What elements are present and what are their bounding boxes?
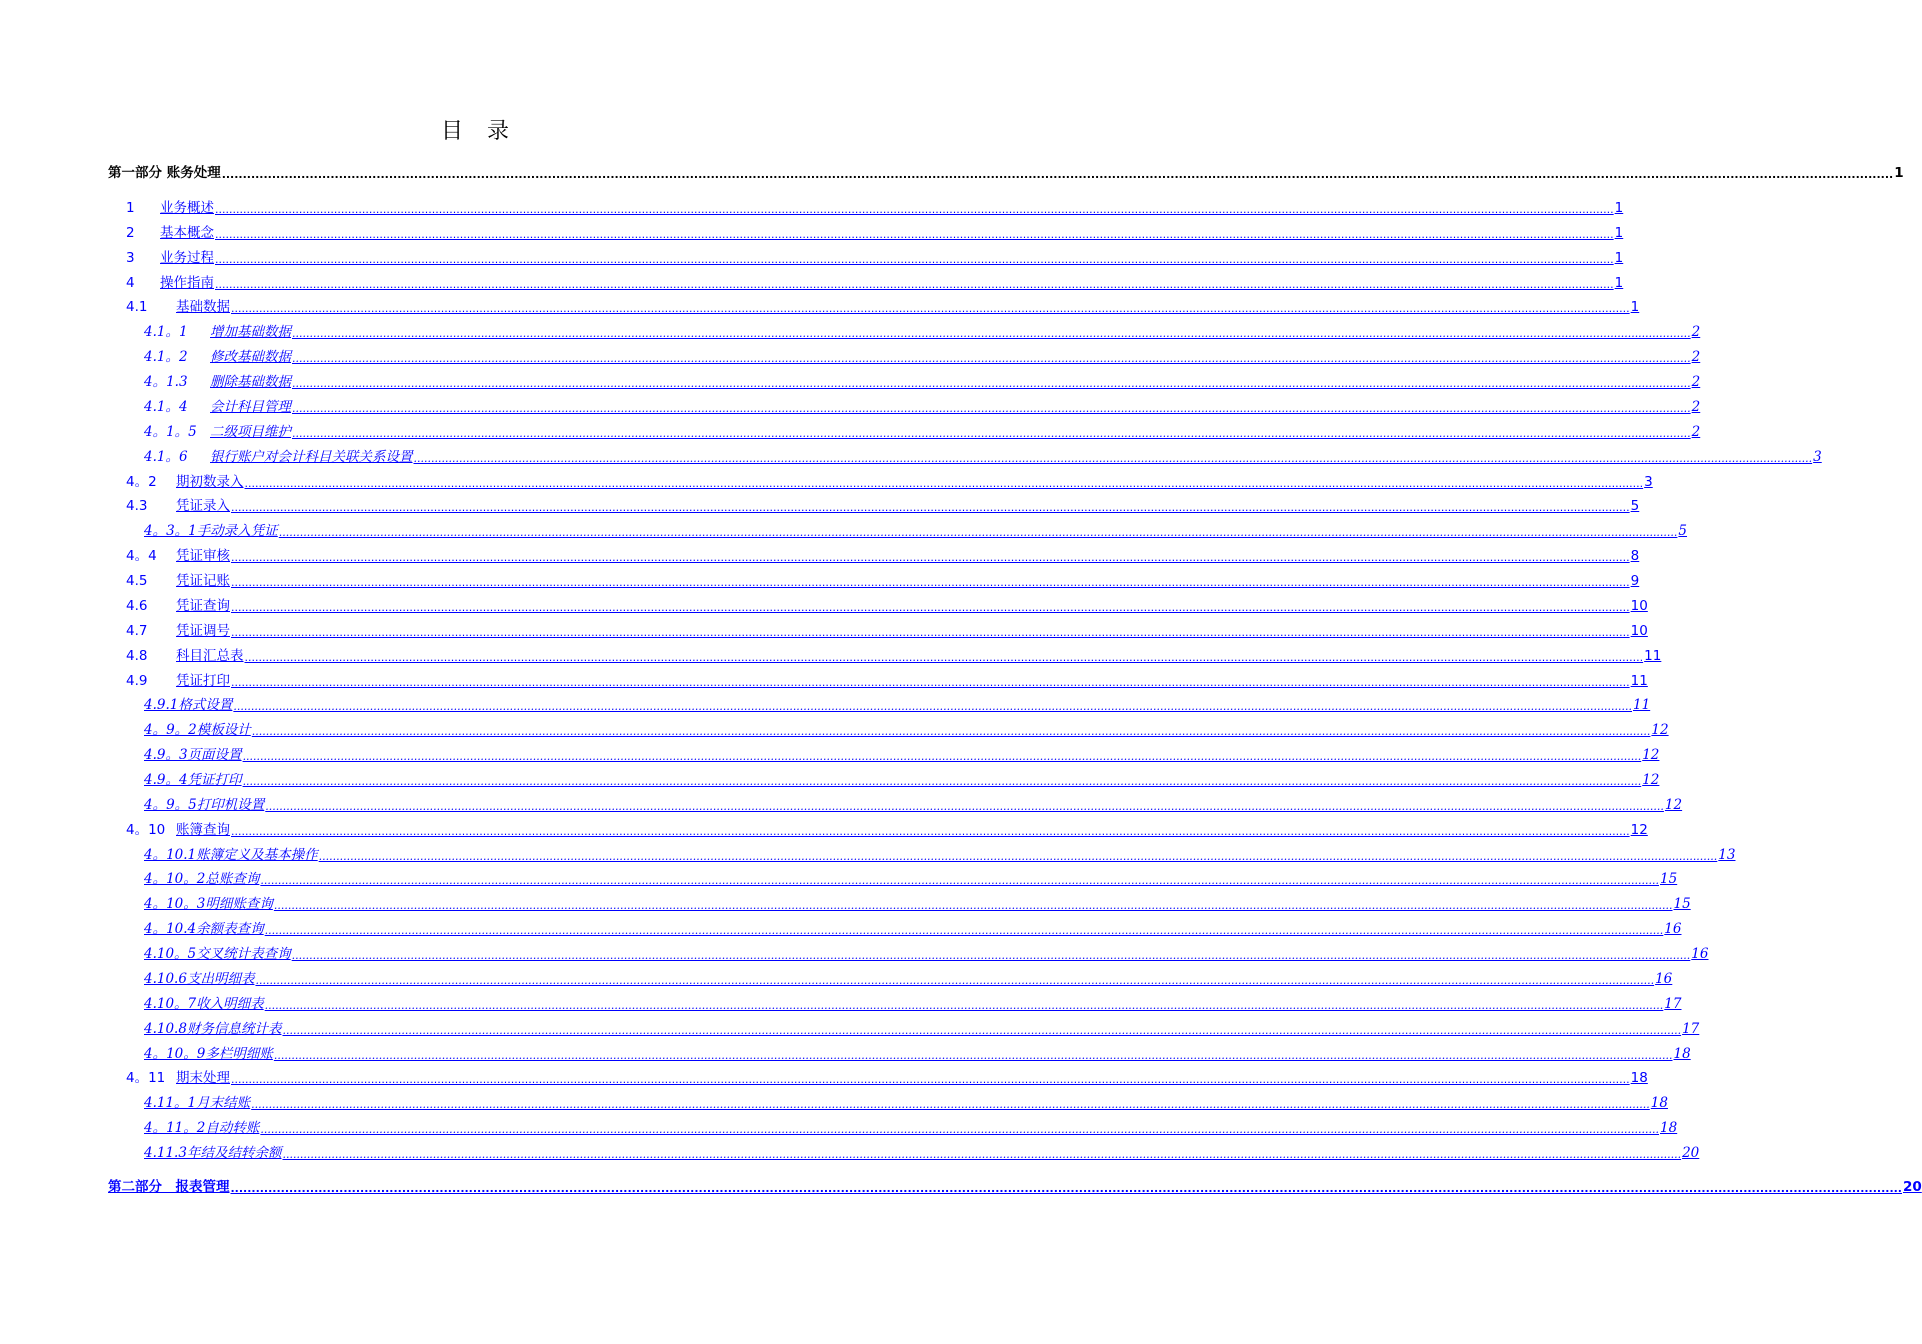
toc-entry-title: 科目汇总表 <box>176 648 244 664</box>
toc-entry[interactable] <box>144 869 1678 889</box>
toc-leader-dots: ................................................................................................................................................................................................................................................................................................................................................................................................................ <box>231 676 1630 689</box>
toc-entry-number: 4.1。2 <box>144 349 188 365</box>
toc-entry-label <box>126 596 230 616</box>
toc-entry-label <box>144 447 413 467</box>
toc-leader-dots: ................................................................................................................................................................................................................................................................................................................................................................................................................ <box>251 1098 1650 1111</box>
toc-entry-label <box>144 521 278 541</box>
toc-entry-number: 4。1.3 <box>144 374 188 390</box>
toc-entry-number: 3 <box>126 250 135 266</box>
toc-entry-label <box>126 646 244 666</box>
toc-entry-label <box>144 795 264 815</box>
toc-entry-title: 期末处理 <box>176 1070 230 1086</box>
toc-entry[interactable] <box>144 745 1660 765</box>
toc-page-number: 12 <box>1642 747 1660 763</box>
toc-entry-label <box>144 845 318 865</box>
toc-page-number: 1 <box>1614 275 1624 291</box>
toc-title <box>0 114 950 145</box>
toc-entry-title: 4。11。2自动转账 <box>144 1120 260 1136</box>
toc-entry-title: 业务概述 <box>160 200 214 216</box>
toc-entry-label <box>144 1019 281 1039</box>
toc-entry[interactable] <box>144 795 1683 815</box>
toc-entry-number: 4。1。5 <box>144 424 197 440</box>
toc-leader-dots: ................................................................................................................................................................................................................................................................................................................................................................................................................ <box>233 700 1632 713</box>
toc-page-number: 12 <box>1664 797 1683 813</box>
toc-leader-dots: ................................................................................................................................................................................................................................................................................................................................................................................................................ <box>244 477 1644 490</box>
toc-entry[interactable] <box>126 546 1640 566</box>
toc-entry-title: 4.10。5交叉统计表查询 <box>144 946 291 962</box>
toc-leader-dots: ................................................................................................................................................................................................................................................................................................................................................................................................................ <box>273 899 1673 912</box>
toc-leader-dots: ................................................................................................................................................................................................................................................................................................................................................................................................................ <box>265 800 1664 813</box>
toc-page-number: 9 <box>1630 573 1640 589</box>
toc-entry-title: 凭证调号 <box>176 623 230 639</box>
toc-entry-label <box>144 944 291 964</box>
toc-page-number: 15 <box>1660 871 1678 887</box>
toc-entry[interactable] <box>126 621 1648 641</box>
toc-entry-number: 1 <box>126 200 135 216</box>
toc-page-number: 12 <box>1651 722 1669 738</box>
toc-entry-title: 会计科目管理 <box>210 399 291 415</box>
toc-entry-label <box>126 248 214 268</box>
toc-leader-dots: ................................................................................................................................................................................................................................................................................................................................................................................................................ <box>278 526 1678 539</box>
toc-entry-number: 4。10 <box>126 822 166 838</box>
toc-entry[interactable] <box>126 820 1648 840</box>
toc-page-number: 2 <box>1691 324 1701 340</box>
toc-entry[interactable] <box>126 646 1662 666</box>
toc-entry-label <box>126 820 230 840</box>
toc-entry-label <box>144 422 291 442</box>
toc-leader-dots: ................................................................................................................................................................................................................................................................................................................................................................................................................ <box>292 327 1691 340</box>
toc-leader-dots: ................................................................................................................................................................................................................................................................................................................................................................................................................ <box>242 750 1642 763</box>
toc-entry-label <box>144 919 264 939</box>
toc-entry[interactable] <box>126 496 1640 516</box>
toc-leader-dots: ................................................................................................................................................................................................................................................................................................................................................................................................................ <box>282 1024 1682 1037</box>
toc-entry-title: 基础数据 <box>176 299 230 315</box>
toc-entry[interactable] <box>144 521 1688 541</box>
toc-entry[interactable] <box>126 248 1624 268</box>
toc-entry-number: 4.1。4 <box>144 399 188 415</box>
toc-entry[interactable] <box>144 944 1709 964</box>
toc-leader-dots: ................................................................................................................................................................................................................................................................................................................................................................................................................ <box>260 1123 1659 1136</box>
toc-entry[interactable] <box>144 919 1682 939</box>
toc-entry[interactable] <box>144 720 1669 740</box>
toc-page-number: 11 <box>1644 648 1662 664</box>
toc-leader-dots: ................................................................................................................................................................................................................................................................................................................................................................................................................ <box>292 427 1691 440</box>
toc-entry-label <box>126 546 230 566</box>
toc-entry-title: 凭证记账 <box>176 573 230 589</box>
toc-entry-title: 业务过程 <box>160 250 214 266</box>
toc-page-number: 16 <box>1691 946 1709 962</box>
toc-leader-dots: ................................................................................................................................................................................................................................................................................................................................................................................................................ <box>255 974 1655 987</box>
toc-leader-dots: ................................................................................................................................................................................................................................................................................................................................................................................................................ <box>231 576 1630 589</box>
toc-page-number: 1 <box>1614 225 1624 241</box>
toc-entry-title: 期初数录入 <box>176 474 244 490</box>
toc-leader-dots: ................................................................................................................................................................................................................................................................................................................................................................................................................ <box>221 168 1894 181</box>
toc-entry-label <box>126 1068 230 1088</box>
toc-entry-title: 4。10.4余额表查询 <box>144 921 264 937</box>
toc-entry[interactable] <box>126 297 1640 317</box>
toc-entry[interactable] <box>144 1019 1700 1039</box>
toc-leader-dots: ................................................................................................................................................................................................................................................................................................................................................................................................................ <box>292 402 1691 415</box>
toc-entry-label <box>144 770 242 790</box>
toc-entry-number: 4.1 <box>126 299 148 315</box>
toc-page-number: 18 <box>1630 1070 1648 1086</box>
toc-entry-label <box>126 571 230 591</box>
toc-page-number: 2 <box>1691 374 1701 390</box>
toc-entry-label <box>126 496 230 516</box>
toc-page-number: 3 <box>1813 449 1822 465</box>
toc-entry[interactable] <box>144 1143 1700 1163</box>
toc-entry[interactable] <box>144 994 1682 1014</box>
toc-entry[interactable] <box>144 1044 1691 1064</box>
toc-page-number: 2 <box>1691 399 1701 415</box>
toc-leader-dots: ................................................................................................................................................................................................................................................................................................................................................................................................................ <box>242 775 1642 788</box>
toc-page-number: 20 <box>1902 1179 1922 1195</box>
toc-page-number: 5 <box>1678 523 1688 539</box>
toc-page-number: 10 <box>1630 623 1648 639</box>
toc-entry-label <box>144 1143 281 1163</box>
toc-entry-title: 二级项目维护 <box>210 424 291 440</box>
toc-leader-dots: ................................................................................................................................................................................................................................................................................................................................................................................................................ <box>413 452 1813 465</box>
toc-page-number: 12 <box>1630 822 1648 838</box>
toc-entry[interactable] <box>144 894 1691 914</box>
toc-entry-number: 4.7 <box>126 623 148 639</box>
toc-entry-title: 4.9。3页面设置 <box>144 747 242 763</box>
toc-entry-number: 4.1。1 <box>144 324 188 340</box>
toc-entry-label <box>144 372 291 392</box>
toc-leader-dots: ................................................................................................................................................................................................................................................................................................................................................................................................................ <box>264 999 1664 1012</box>
toc-leader-dots: ................................................................................................................................................................................................................................................................................................................................................................................................................ <box>215 228 1614 241</box>
toc-leader-dots: ................................................................................................................................................................................................................................................................................................................................................................................................................ <box>215 253 1614 266</box>
toc-entry-title: 4。3。1手动录入凭证 <box>144 523 278 539</box>
toc-entry[interactable] <box>144 422 1701 442</box>
toc-entry-label <box>144 1093 250 1113</box>
toc-entry-label <box>144 894 273 914</box>
toc-entry-title: 4。10.1账簿定义及基本操作 <box>144 847 318 863</box>
toc-entry-label <box>144 347 291 367</box>
toc-leader-dots: ................................................................................................................................................................................................................................................................................................................................................................................................................ <box>318 850 1718 863</box>
toc-page-number: 11 <box>1633 697 1651 713</box>
toc-entry[interactable] <box>144 770 1660 790</box>
toc-leader-dots: ................................................................................................................................................................................................................................................................................................................................................................................................................ <box>231 302 1630 315</box>
toc-page-number: 3 <box>1644 474 1653 490</box>
toc-entry-number: 4.5 <box>126 573 148 589</box>
toc-entry[interactable] <box>126 671 1648 691</box>
toc-page-number: 16 <box>1655 971 1673 987</box>
toc-page-number: 1 <box>1614 250 1624 266</box>
toc-entry[interactable] <box>144 845 1736 865</box>
toc-entry-label <box>144 969 254 989</box>
toc-leader-dots: ................................................................................................................................................................................................................................................................................................................................................................................................................ <box>292 352 1691 365</box>
toc-entry-title: 4.10。7收入明细表 <box>144 996 264 1012</box>
toc-entry[interactable] <box>126 223 1624 243</box>
toc-entry-title: 修改基础数据 <box>210 349 291 365</box>
toc-leader-dots: ................................................................................................................................................................................................................................................................................................................................................................................................................ <box>282 1148 1682 1161</box>
toc-leader-dots: ................................................................................................................................................................................................................................................................................................................................................................................................................ <box>291 949 1691 962</box>
toc-entry[interactable] <box>126 1068 1648 1088</box>
toc-entry-label <box>144 745 242 765</box>
toc-entry[interactable] <box>144 322 1701 342</box>
toc-entry[interactable] <box>126 596 1648 616</box>
toc-page-number: 20 <box>1682 1145 1700 1161</box>
toc-entry-title: 4。9。5打印机设置 <box>144 797 265 813</box>
toc-entry[interactable] <box>144 695 1651 715</box>
toc-page-number: 13 <box>1718 847 1736 863</box>
toc-entry-label <box>126 671 230 691</box>
toc-entry[interactable] <box>144 397 1701 417</box>
toc-title-char-1: 目 <box>440 119 463 144</box>
toc-leader-dots: ................................................................................................................................................................................................................................................................................................................................................................................................................ <box>215 203 1614 216</box>
toc-entry-title: 凭证打印 <box>176 673 230 689</box>
toc-entry-title: 4。9。2模板设计 <box>144 722 251 738</box>
toc-entry-label <box>144 695 232 715</box>
toc-part-entry <box>108 163 1904 183</box>
toc-entry[interactable] <box>144 372 1701 392</box>
toc-leader-dots: ................................................................................................................................................................................................................................................................................................................................................................................................................ <box>231 501 1630 514</box>
toc-entry[interactable] <box>144 447 1822 467</box>
toc-page-number: 1 <box>1630 299 1640 315</box>
toc-entry-label <box>144 1118 259 1138</box>
toc-entry-title: 4.10.8财务信息统计表 <box>144 1021 282 1037</box>
toc-leader-dots: ................................................................................................................................................................................................................................................................................................................................................................................................................ <box>231 1073 1630 1086</box>
toc-entry-label: 第一部分 账务处理 <box>108 165 221 181</box>
toc-entry-number: 4。11 <box>126 1070 166 1086</box>
toc-leader-dots: ................................................................................................................................................................................................................................................................................................................................................................................................................ <box>231 825 1630 838</box>
toc-entry-label <box>126 273 214 293</box>
toc-entry-title: 4.9。4凭证打印 <box>144 772 242 788</box>
toc-page-number: 1 <box>1894 165 1904 181</box>
toc-entry[interactable] <box>126 472 1653 492</box>
toc-entry-title: 基本概念 <box>160 225 214 241</box>
toc-entry[interactable] <box>126 198 1624 218</box>
toc-title-char-2: 录 <box>487 119 510 144</box>
toc-entry-label <box>144 720 251 740</box>
toc-page-number: 17 <box>1664 996 1682 1012</box>
toc-leader-dots: ................................................................................................................................................................................................................................................................................................................................................................................................................ <box>215 278 1614 291</box>
toc-entry-title: 4.9.1格式设置 <box>144 697 233 713</box>
toc-entry-number: 4 <box>126 275 135 291</box>
toc-entry-title: 4.10.6支出明细表 <box>144 971 255 987</box>
toc-page-number: 2 <box>1691 424 1701 440</box>
toc-entry-number: 4。2 <box>126 474 157 490</box>
toc-part-entry[interactable] <box>108 1177 1922 1197</box>
toc-entry-number: 4.1。6 <box>144 449 188 465</box>
toc-page-number: 18 <box>1673 1046 1691 1062</box>
toc-page-number: 18 <box>1650 1095 1668 1111</box>
toc-entry-label <box>144 1044 273 1064</box>
toc-entry-label <box>144 994 264 1014</box>
toc-entry-number: 4.9 <box>126 673 148 689</box>
toc-entry-number: 4。4 <box>126 548 157 564</box>
toc-entry-title: 4。10。9多栏明细账 <box>144 1046 273 1062</box>
toc-entry-label <box>126 223 214 243</box>
toc-entry-title: 凭证查询 <box>176 598 230 614</box>
toc-entry-title: 银行账户对会计科目关联关系设置 <box>210 449 413 465</box>
toc-leader-dots: ................................................................................................................................................................................................................................................................................................................................................................................................................ <box>260 874 1659 887</box>
toc-entry-label <box>126 198 214 218</box>
toc-page-number: 17 <box>1682 1021 1700 1037</box>
toc-entry[interactable] <box>126 273 1624 293</box>
toc-entry[interactable] <box>144 1118 1678 1138</box>
toc-leader-dots: ................................................................................................................................................................................................................................................................................................................................................................................................................ <box>292 377 1691 390</box>
toc-leader-dots: ................................................................................................................................................................................................................................................................................................................................................................................................................ <box>231 551 1630 564</box>
toc-entry-title: 4。10。2总账查询 <box>144 871 260 887</box>
toc-entry-title: 操作指南 <box>160 275 214 291</box>
toc-entry-title: 4.11。1月末结账 <box>144 1095 251 1111</box>
toc-page-number: 8 <box>1630 548 1640 564</box>
toc-entry-label <box>126 472 244 492</box>
toc-entry-label: 第二部分 报表管理 <box>108 1179 230 1195</box>
toc-entry-title: 删除基础数据 <box>210 374 291 390</box>
toc-entry[interactable] <box>126 571 1640 591</box>
toc-entry-title: 账簿查询 <box>176 822 230 838</box>
toc-page-number: 18 <box>1660 1120 1678 1136</box>
toc-entry-label <box>144 322 291 342</box>
toc-page-number: 5 <box>1630 498 1640 514</box>
toc-leader-dots: ................................................................................................................................................................................................................................................................................................................................................................................................................ <box>244 651 1644 664</box>
toc-entry-number: 4.6 <box>126 598 148 614</box>
toc-page-number: 15 <box>1673 896 1691 912</box>
toc-leader-dots: ................................................................................................................................................................................................................................................................................................................................................................................................................ <box>230 1182 1902 1195</box>
toc-page-number: 2 <box>1691 349 1701 365</box>
toc-page-number: 12 <box>1642 772 1660 788</box>
toc-leader-dots: ................................................................................................................................................................................................................................................................................................................................................................................................................ <box>231 626 1630 639</box>
toc-entry-label <box>126 621 230 641</box>
toc-page-number: 1 <box>1614 200 1624 216</box>
toc-page-number: 10 <box>1630 598 1648 614</box>
toc-entry-number: 2 <box>126 225 135 241</box>
toc-leader-dots: ................................................................................................................................................................................................................................................................................................................................................................................................................ <box>273 1049 1673 1062</box>
toc-entry-label <box>144 869 259 889</box>
toc-leader-dots: ................................................................................................................................................................................................................................................................................................................................................................................................................ <box>264 924 1664 937</box>
toc-page-number: 11 <box>1630 673 1648 689</box>
toc-entry-title: 凭证录入 <box>176 498 230 514</box>
toc-entry-title: 增加基础数据 <box>210 324 291 340</box>
toc-entry[interactable] <box>144 1093 1668 1113</box>
toc-entry[interactable] <box>144 969 1673 989</box>
toc-entry-title: 凭证审核 <box>176 548 230 564</box>
toc-entry-number: 4.3 <box>126 498 148 514</box>
toc-entry[interactable] <box>144 347 1701 367</box>
toc-entry-label <box>144 397 291 417</box>
toc-page-number: 16 <box>1664 921 1682 937</box>
toc-entry-title: 4.11.3年结及结转余额 <box>144 1145 282 1161</box>
toc-entry-number: 4.8 <box>126 648 148 664</box>
toc-leader-dots: ................................................................................................................................................................................................................................................................................................................................................................................................................ <box>251 725 1651 738</box>
toc-entry-label <box>126 297 230 317</box>
toc-leader-dots: ................................................................................................................................................................................................................................................................................................................................................................................................................ <box>231 601 1630 614</box>
toc-entry-title: 4。10。3明细账查询 <box>144 896 273 912</box>
